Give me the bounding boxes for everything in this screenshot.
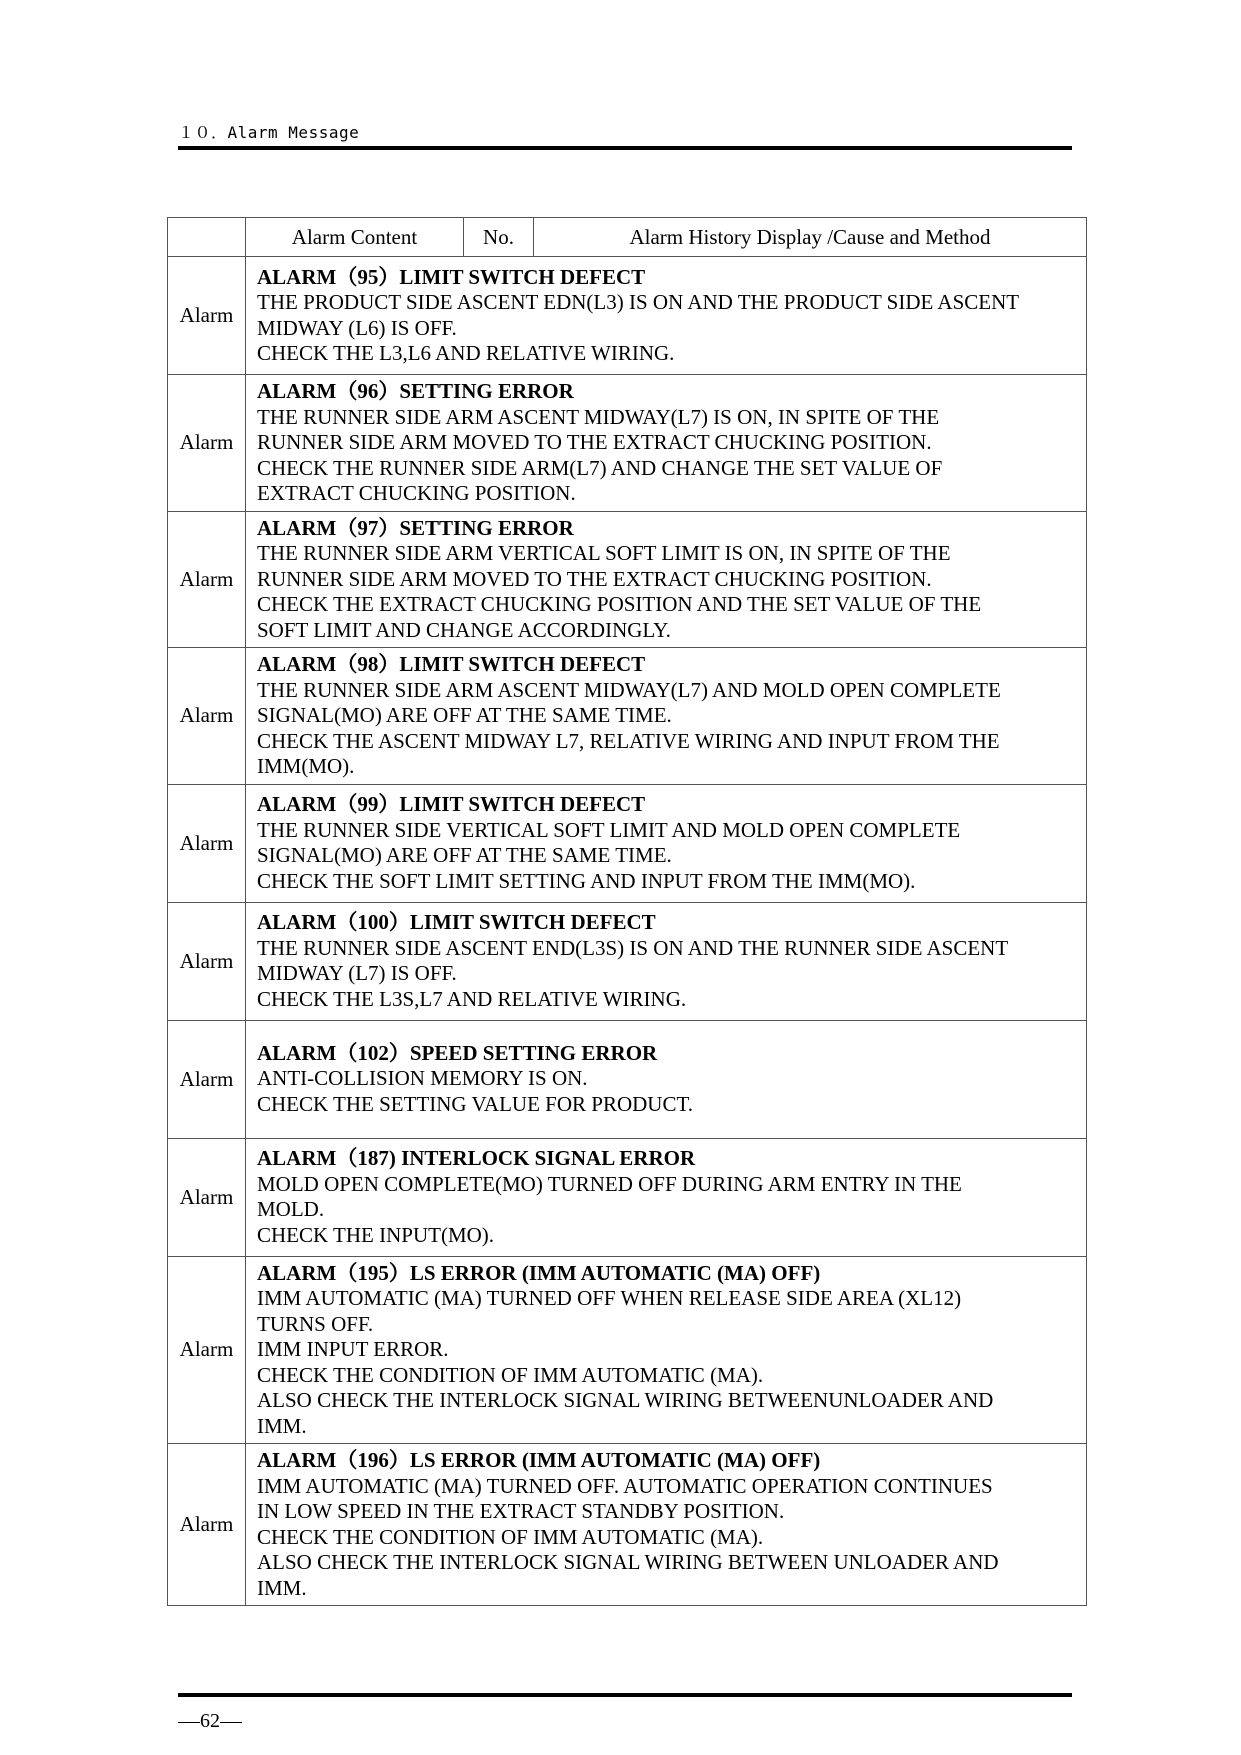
- alarm-description-line: CHECK THE CONDITION OF IMM AUTOMATIC (MA).: [257, 1362, 764, 1387]
- alarm-description-line: THE RUNNER SIDE ARM ASCENT MIDWAY(L7) AND MOLD OPEN COMPLETE: [257, 677, 1001, 702]
- table-row: [168, 375, 1087, 512]
- page-footer: [178, 1710, 242, 1733]
- page-number: 62: [200, 1710, 220, 1732]
- alarm-type-cell: Alarm: [168, 1020, 246, 1138]
- alarm-description-line: CHECK THE L3,L6 AND RELATIVE WIRING.: [257, 341, 675, 365]
- alarm-description-line: SIGNAL(MO) ARE OFF AT THE SAME TIME.: [257, 703, 672, 727]
- alarm-description-line: IMM.: [257, 1413, 307, 1438]
- table-row: [168, 1020, 1087, 1138]
- alarm-description-line: THE RUNNER SIDE VERTICAL SOFT LIMIT AND MOLD OPEN COMPLETE: [257, 817, 961, 842]
- alarm-title: ALARM（95）LIMIT SWITCH DEFECT: [257, 264, 646, 289]
- alarm-description-line: IMM.: [257, 1575, 307, 1600]
- alarm-title: ALARM（98）LIMIT SWITCH DEFECT: [257, 652, 646, 676]
- table-row: [168, 257, 1087, 375]
- header-rule: [178, 146, 1072, 150]
- alarm-detail-cell: [246, 511, 1087, 648]
- alarm-title: ALARM（97）SETTING ERROR: [257, 515, 574, 540]
- alarm-description-line: CHECK THE SOFT LIMIT SETTING AND INPUT FROM THE IMM(MO).: [257, 868, 916, 893]
- alarm-description-line: THE PRODUCT SIDE ASCENT EDN(L3) IS ON AND THE PRODUCT SIDE ASCENT: [257, 290, 1020, 314]
- footer-dash-right: [220, 1722, 242, 1723]
- alarm-description-line: THE RUNNER SIDE ARM VERTICAL SOFT LIMIT IS ON, IN SPITE OF THE: [257, 541, 951, 565]
- alarm-title: ALARM（99）LIMIT SWITCH DEFECT: [257, 792, 646, 816]
- alarm-title: ALARM（187) INTERLOCK SIGNAL ERROR: [257, 1146, 696, 1170]
- alarm-type-cell: Alarm: [168, 902, 246, 1020]
- alarm-type-cell: Alarm: [168, 1256, 246, 1444]
- alarm-title: ALARM（196）LS ERROR (IMM AUTOMATIC (MA) OFF): [257, 1448, 821, 1472]
- alarm-description-line: RUNNER SIDE ARM MOVED TO THE EXTRACT CHUCKING POSITION.: [257, 566, 932, 591]
- alarm-type-cell: Alarm: [168, 375, 246, 512]
- footer-dash-left: [178, 1722, 200, 1723]
- header-no: No.: [464, 218, 534, 257]
- header-type: [168, 218, 246, 257]
- alarm-description-line: SOFT LIMIT AND CHANGE ACCORDINGLY.: [257, 617, 671, 642]
- alarm-detail-cell: [246, 902, 1087, 1020]
- alarm-type-cell: Alarm: [168, 1444, 246, 1606]
- alarm-description-line: CHECK THE CONDITION OF IMM AUTOMATIC (MA).: [257, 1524, 764, 1549]
- alarm-title: ALARM（96）SETTING ERROR: [257, 379, 574, 403]
- alarm-detail-cell: [246, 257, 1087, 375]
- table-row: [168, 902, 1087, 1020]
- alarm-title: ALARM（102）SPEED SETTING ERROR: [257, 1040, 658, 1065]
- alarm-title: ALARM（195）LS ERROR (IMM AUTOMATIC (MA) OFF): [257, 1260, 821, 1285]
- table-row: [168, 648, 1087, 785]
- alarm-detail-cell: [246, 375, 1087, 512]
- alarm-description-line: CHECK THE ASCENT MIDWAY L7, RELATIVE WIRING AND INPUT FROM THE: [257, 728, 1000, 753]
- alarm-title: ALARM（100）LIMIT SWITCH DEFECT: [257, 910, 656, 934]
- alarm-description-line: MOLD.: [257, 1197, 325, 1221]
- footer-rule: [178, 1693, 1072, 1697]
- alarm-description-line: CHECK THE EXTRACT CHUCKING POSITION AND THE SET VALUE OF THE: [257, 592, 982, 616]
- header-alarm-content: Alarm Content: [246, 218, 464, 257]
- alarm-description-line: MIDWAY (L7) IS OFF.: [257, 961, 457, 985]
- alarm-detail-cell: [246, 784, 1087, 902]
- alarm-description-line: IMM AUTOMATIC (MA) TURNED OFF WHEN RELEASE SIDE AREA (XL12): [257, 1286, 962, 1310]
- alarm-table-body: [168, 257, 1087, 1606]
- table-row: [168, 1444, 1087, 1606]
- alarm-description-line: ALSO CHECK THE INTERLOCK SIGNAL WIRING BETWEEN UNLOADER AND: [257, 1550, 999, 1574]
- alarm-type-cell: Alarm: [168, 1138, 246, 1256]
- alarm-description-line: IMM(MO).: [257, 754, 355, 778]
- alarm-description-line: SIGNAL(MO) ARE OFF AT THE SAME TIME.: [257, 843, 672, 867]
- alarm-type-cell: Alarm: [168, 784, 246, 902]
- alarm-description-line: THE RUNNER SIDE ARM ASCENT MIDWAY(L7) IS ON, IN SPITE OF THE: [257, 404, 940, 429]
- alarm-description-line: MOLD OPEN COMPLETE(MO) TURNED OFF DURING ARM ENTRY IN THE: [257, 1171, 962, 1196]
- alarm-description-line: CHECK THE INPUT(MO).: [257, 1222, 495, 1247]
- alarm-description-line: ANTI-COLLISION MEMORY IS ON.: [257, 1066, 588, 1091]
- alarm-detail-cell: [246, 1444, 1087, 1606]
- alarm-table: [167, 217, 1087, 1606]
- alarm-description-line: IMM AUTOMATIC (MA) TURNED OFF. AUTOMATIC OPERATION CONTINUES: [257, 1473, 993, 1498]
- alarm-description-line: TURNS OFF.: [257, 1311, 374, 1336]
- alarm-description-line: ALSO CHECK THE INTERLOCK SIGNAL WIRING BETWEENUNLOADER AND: [257, 1388, 994, 1412]
- alarm-type-cell: Alarm: [168, 257, 246, 375]
- alarm-description-line: IN LOW SPEED IN THE EXTRACT STANDBY POSITION.: [257, 1499, 785, 1523]
- alarm-detail-cell: [246, 648, 1087, 785]
- page-header: １０．Alarm Message: [178, 123, 360, 142]
- alarm-description-line: EXTRACT CHUCKING POSITION.: [257, 481, 576, 505]
- alarm-description-line: MIDWAY (L6) IS OFF.: [257, 315, 457, 340]
- table-header-row: [168, 218, 1087, 257]
- alarm-description-line: CHECK THE RUNNER SIDE ARM(L7) AND CHANGE THE SET VALUE OF: [257, 455, 943, 480]
- table-row: [168, 1256, 1087, 1444]
- header-cause-method: Alarm History Display /Cause and Method: [534, 218, 1087, 257]
- alarm-description-line: RUNNER SIDE ARM MOVED TO THE EXTRACT CHUCKING POSITION.: [257, 430, 932, 454]
- alarm-description-line: CHECK THE L3S,L7 AND RELATIVE WIRING.: [257, 986, 687, 1011]
- alarm-description-line: THE RUNNER SIDE ASCENT END(L3S) IS ON AND THE RUNNER SIDE ASCENT: [257, 935, 1009, 960]
- alarm-type-cell: Alarm: [168, 648, 246, 785]
- alarm-type-cell: Alarm: [168, 511, 246, 648]
- alarm-detail-cell: [246, 1256, 1087, 1444]
- alarm-detail-cell: [246, 1138, 1087, 1256]
- table-row: [168, 784, 1087, 902]
- table-row: [168, 511, 1087, 648]
- table-row: [168, 1138, 1087, 1256]
- alarm-detail-cell: [246, 1020, 1087, 1138]
- alarm-description-line: IMM INPUT ERROR.: [257, 1337, 449, 1361]
- alarm-description-line: CHECK THE SETTING VALUE FOR PRODUCT.: [257, 1091, 693, 1116]
